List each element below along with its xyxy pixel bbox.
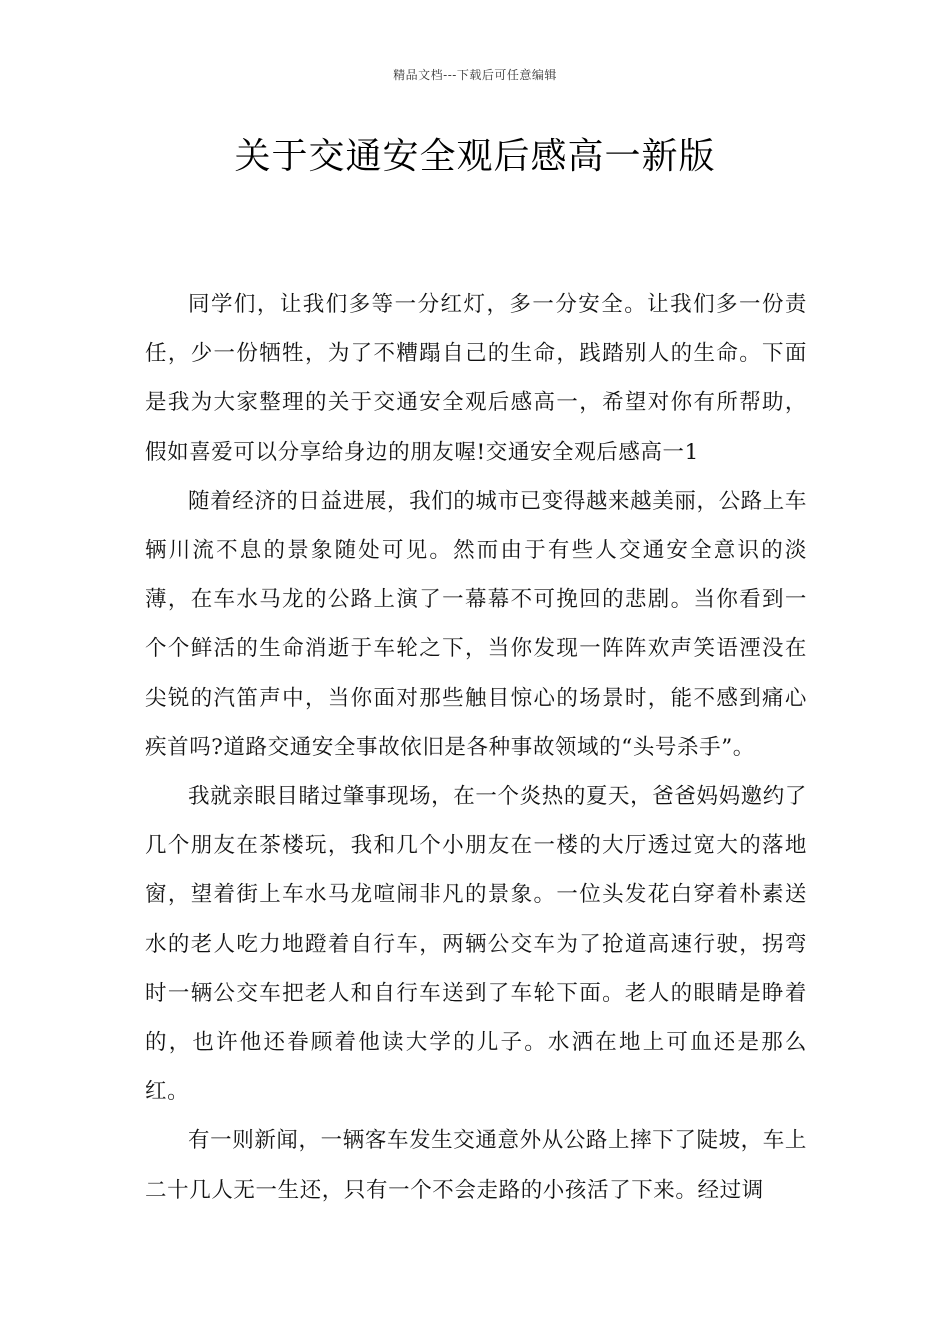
paragraph: 随着经济的日益进展，我们的城市已变得越来越美丽，公路上车辆川流不息的景象随处可见。然而由于有些人交通安全意识的淡薄，在车水马龙的公路上演了一幕幕不可挽回的悲剧。当你看到一个个鲜活的生命消逝于车轮之下，当你发现一阵阵欢声笑语湮没在尖锐的汽笛声中，当你面对那些触目惊心的场景时，能不感到痛心疾首吗?道路交通安全事故依旧是各种事故领域的“头号杀手”。 <box>145 488 807 760</box>
document-body <box>145 280 807 1215</box>
document-title: 关于交通安全观后感高一新版 <box>234 136 716 177</box>
paragraph: 我就亲眼目睹过肇事现场，在一个炎热的夏天，爸爸妈妈邀约了几个朋友在茶楼玩，我和几个小朋友在一楼的大厅透过宽大的落地窗，望着街上车水马龙喧闹非凡的景象。一位头发花白穿着朴素送水的老人吃力地蹬着自行车，两辆公交车为了抢道高速行驶，拐弯时一辆公交车把老人和自行车送到了车轮下面。老人的眼睛是睁着的，也许他还眷顾着他读大学的儿子。水洒在地上可血还是那么红。 <box>145 784 807 1105</box>
paragraph: 同学们，让我们多等一分红灯，多一分安全。让我们多一份责任，少一份牺牲，为了不糟蹋自己的生命，践踏别人的生命。下面是我为大家整理的关于交通安全观后感高一，希望对你有所帮助，假如喜爱可以分享给身边的朋友喔!交通安全观后感高一1 <box>145 292 807 465</box>
header-note: 精品文档---下载后可任意编辑 <box>393 68 557 82</box>
paragraph: 有一则新闻，一辆客车发生交通意外从公路上摔下了陡坡，车上二十几人无一生还，只有一个不会走路的小孩活了下来。经过调 <box>145 1128 807 1203</box>
